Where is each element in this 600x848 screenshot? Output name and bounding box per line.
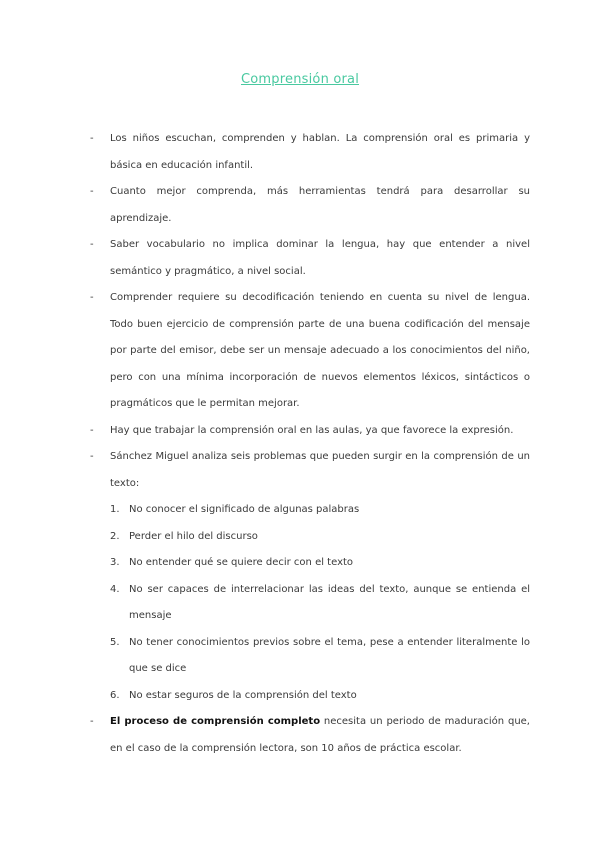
numbered-item xyxy=(110,683,530,710)
list-item xyxy=(90,444,530,497)
numbered-item xyxy=(110,550,530,577)
numbered-item-text: No estar seguros de la comprensión del texto xyxy=(129,689,357,701)
item-number: 6. xyxy=(110,689,120,701)
item-number: 1. xyxy=(110,504,120,515)
list-item xyxy=(90,709,530,762)
bullet-dash: - xyxy=(90,716,94,727)
item-number: 4. xyxy=(110,583,120,595)
item-number: 5. xyxy=(110,636,120,648)
numbered-item-text: No entender qué se quiere decir con el texto xyxy=(129,557,354,568)
item-number: 2. xyxy=(110,530,120,542)
item-text: Sánchez Miguel analiza seis problemas que pueden surgir en la comprensión de un texto: xyxy=(110,451,530,489)
bold-phrase: El proceso de comprensión completo xyxy=(110,716,321,727)
bullet-dash: - xyxy=(90,424,94,436)
page-title: Comprensión oral xyxy=(240,72,360,87)
bullet-dash: - xyxy=(90,451,94,462)
list-item xyxy=(90,418,530,445)
numbered-item xyxy=(110,630,530,683)
list-item xyxy=(90,179,530,232)
numbered-item-text: No ser capaces de interrelacionar las ideas del texto, aunque se entienda el mensaje xyxy=(129,583,530,621)
bullet-dash: - xyxy=(90,186,94,197)
numbered-item xyxy=(110,524,530,551)
numbered-item-text: Perder el hilo del discurso xyxy=(129,530,258,542)
item-text: necesita un periodo de maduración que, en el caso de la comprensión lectora, son 10 años de práctica escolar. xyxy=(110,716,530,754)
item-text: Los niños escuchan, comprenden y hablan. La comprensión oral es primaria y básica en educación infantil. xyxy=(110,133,530,171)
bullet-list xyxy=(90,126,530,762)
bullet-dash: - xyxy=(90,239,94,250)
item-text: Hay que trabajar la comprensión oral en las aulas, ya que favorece la expresión. xyxy=(110,424,514,436)
numbered-item xyxy=(110,577,530,630)
bullet-dash: - xyxy=(90,133,94,144)
list-item xyxy=(90,232,530,285)
list-item xyxy=(90,285,530,418)
numbered-item xyxy=(110,497,530,524)
numbered-item-text: No tener conocimientos previos sobre el tema, pese a entender literalmente lo que se dice xyxy=(129,636,530,674)
item-text: Saber vocabulario no implica dominar la lengua, hay que entender a nivel semántico y pragmático, a nivel social. xyxy=(110,239,530,277)
item-text: Comprender requiere su decodificación teniendo en cuenta su nivel de lengua. Todo buen ejercicio de comprensión parte de una buena codificación del mensaje por parte del emisor, debe ser un mensaje adecuado a los conocimientos del niño, pero con una mínima incorporación de nuevos elementos léxicos, sintácticos o pragmáticos que le permitan mejorar. xyxy=(110,292,530,409)
bullet-dash: - xyxy=(90,292,94,303)
item-number: 3. xyxy=(110,557,120,568)
list-item xyxy=(90,126,530,179)
item-text: Cuanto mejor comprenda, más herramientas tendrá para desarrollar su aprendizaje. xyxy=(110,186,530,224)
numbered-item-text: No conocer el significado de algunas palabras xyxy=(129,504,360,515)
